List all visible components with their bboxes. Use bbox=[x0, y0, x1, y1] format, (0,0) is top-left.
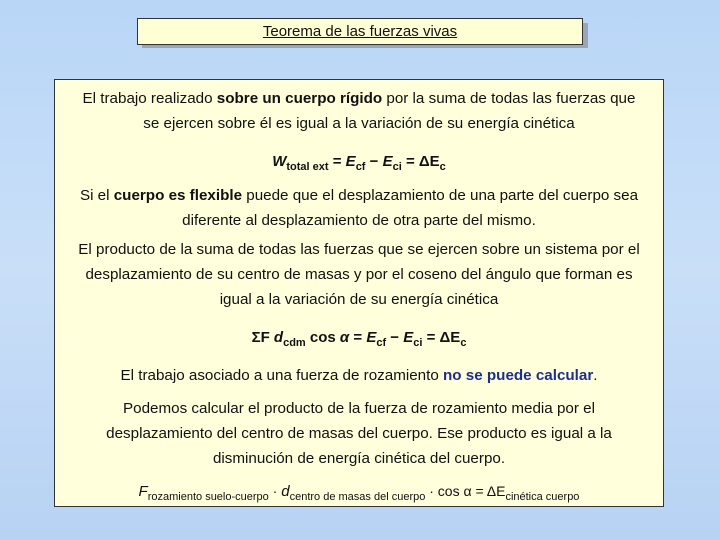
p3-line-1: El producto de la suma de todas las fuerzas que se ejercen sobre un sistema por el bbox=[78, 241, 640, 258]
f1-E2: E bbox=[382, 153, 393, 170]
p2-text-d: diferente al desplazamiento de otra parte del mismo. bbox=[182, 212, 536, 229]
f2-minus: − bbox=[386, 329, 404, 346]
f2-E1-sub: cf bbox=[376, 337, 387, 349]
paragraph-flexible-body bbox=[55, 183, 663, 233]
p1-text-c: por la suma de todas las fuerzas que bbox=[382, 90, 636, 107]
title-box bbox=[137, 18, 583, 45]
content-box bbox=[54, 79, 664, 507]
paragraph-friction-product bbox=[55, 396, 663, 471]
f2-eq2: = ΔE bbox=[422, 329, 461, 346]
f2-alpha: α bbox=[339, 329, 350, 346]
f2-d: d bbox=[273, 329, 284, 346]
p3-line-3: igual a la variación de su energía cinética bbox=[219, 291, 499, 308]
f2-cos: cos bbox=[305, 329, 340, 346]
f3-d: d bbox=[281, 483, 290, 500]
formula-center-of-mass bbox=[55, 328, 663, 353]
paragraph-rigid-body bbox=[55, 86, 663, 136]
paragraph-friction bbox=[55, 363, 663, 388]
f1-eq1: = bbox=[328, 153, 346, 170]
f1-E3-sub: c bbox=[439, 161, 446, 173]
f2-E2: E bbox=[403, 329, 414, 346]
f1-E1: E bbox=[345, 153, 356, 170]
f1-eq2: = ΔE bbox=[401, 153, 440, 170]
p4-text-c: . bbox=[593, 367, 598, 384]
f1-W: W bbox=[272, 153, 287, 170]
f3-dot1: · bbox=[268, 483, 282, 499]
p1-text-d: se ejercen sobre él es igual a la variación de su energía cinética bbox=[143, 115, 575, 132]
p2-text-a: Si el bbox=[79, 187, 114, 204]
p4-text-a: El trabajo asociado a una fuerza de rozamiento bbox=[120, 367, 444, 384]
p4-highlight-cannot-calculate: no se puede calcular bbox=[443, 367, 594, 384]
f2-d-sub: cdm bbox=[283, 337, 306, 349]
f1-E2-sub: ci bbox=[392, 161, 402, 173]
f2-E2-sub: ci bbox=[413, 337, 423, 349]
paragraph-center-of-mass bbox=[55, 237, 663, 312]
formula-friction bbox=[55, 481, 663, 507]
f3-rest: · cos α = ΔE bbox=[425, 483, 506, 499]
f2-eq1: = bbox=[349, 329, 367, 346]
f2-sigma: ΣF bbox=[251, 329, 274, 346]
f3-E-sub: cinética cuerpo bbox=[505, 491, 580, 503]
f2-E1: E bbox=[366, 329, 377, 346]
f3-F-sub: rozamiento suelo-cuerpo bbox=[147, 491, 269, 503]
p1-bold-rigid: sobre un cuerpo rígido bbox=[216, 90, 383, 107]
f1-W-sub: total ext bbox=[286, 161, 329, 173]
f2-E3-sub: c bbox=[460, 337, 467, 349]
p5-line-1: Podemos calcular el producto de la fuerza de rozamiento media por el bbox=[123, 400, 595, 417]
p2-bold-flexible: cuerpo es flexible bbox=[113, 187, 243, 204]
formula-work-energy bbox=[55, 152, 663, 177]
f3-d-sub: centro de masas del cuerpo bbox=[289, 491, 426, 503]
p5-line-3: disminución de energía cinética del cuerpo. bbox=[212, 450, 506, 467]
p5-line-2: desplazamiento del centro de masas del cuerpo. Ese producto es igual a la bbox=[106, 425, 612, 442]
p2-text-c: puede que el desplazamiento de una parte del cuerpo sea bbox=[242, 187, 639, 204]
p3-line-2: desplazamiento de su centro de masas y por el coseno del ángulo que forman es bbox=[85, 266, 633, 283]
f1-minus: − bbox=[365, 153, 383, 170]
page-title: Teorema de las fuerzas vivas bbox=[262, 23, 458, 40]
f1-E1-sub: cf bbox=[355, 161, 366, 173]
f3-F: F bbox=[138, 483, 148, 500]
p1-text-a: El trabajo realizado bbox=[82, 90, 217, 107]
